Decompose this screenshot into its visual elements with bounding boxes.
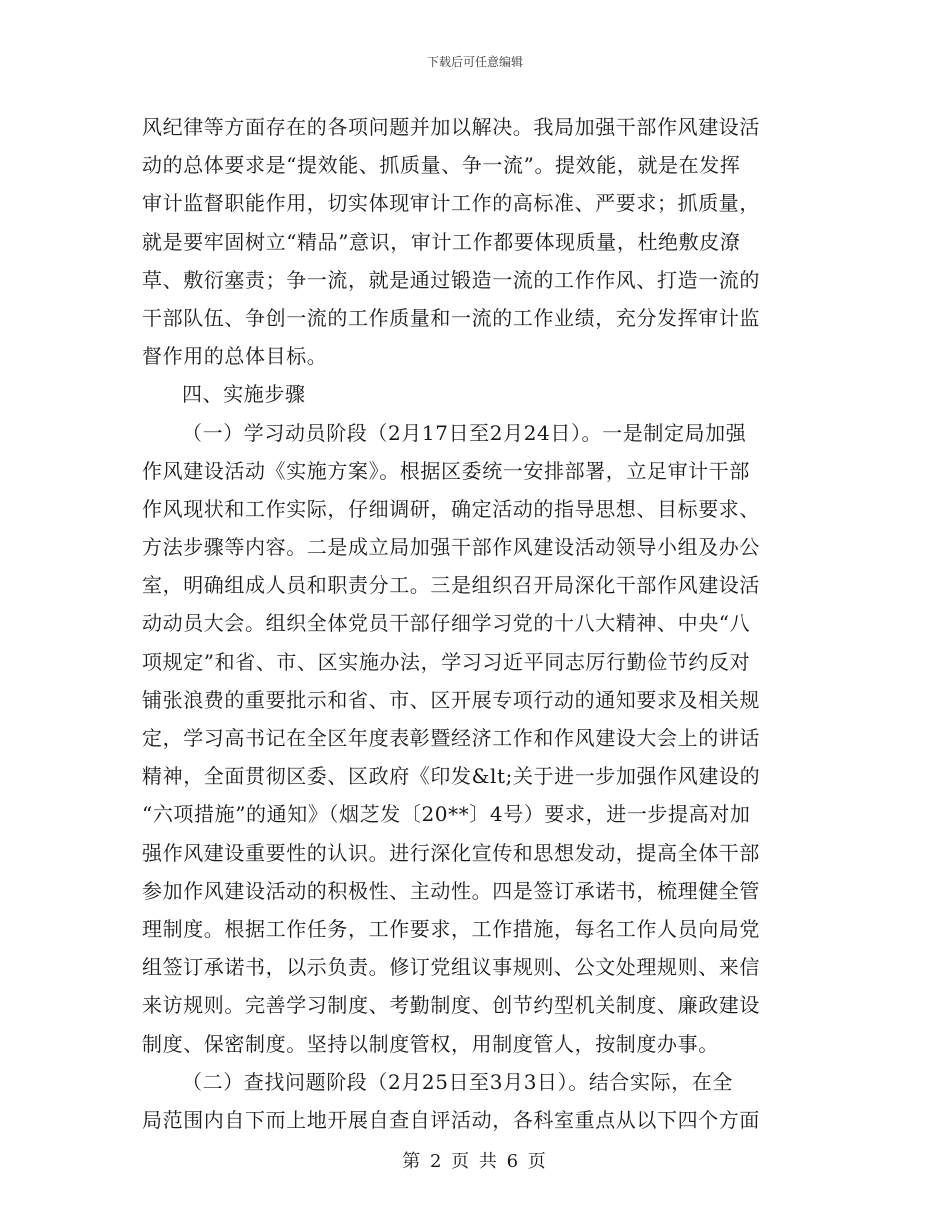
page-number: 第 2 页 共 6 页 — [402, 1151, 548, 1172]
text-line: 室，明确组成人员和职责分工。三是组织召开局深化干部作风建设活 — [142, 573, 760, 598]
text-line: 风纪律等方面存在的各项问题并加以解决。我局加强干部作风建设活 — [142, 115, 760, 139]
page-header-note: 下载后可任意编辑 — [426, 55, 523, 69]
text-line: 动动员大会。组织全体党员干部仔细学习党的十八大精神、中央“八 — [142, 611, 751, 636]
text-line: 方法步骤等内容。二是成立局加强干部作风建设活动领导小组及办公 — [142, 535, 760, 560]
text-line: 草、敷衍塞责；争一流，就是通过锻造一流的工作作风、打造一流的 — [142, 267, 760, 292]
text-line: （二）查找问题阶段（2月25日至3月3日）。结合实际，在全 — [182, 1069, 734, 1094]
text-line: 理制度。根据工作任务，工作要求，工作措施，每名工作人员向局党 — [142, 916, 760, 941]
text-line: 督作用的总体目标。 — [142, 344, 328, 369]
text-line: 精神，全面贯彻区委、区政府《印发&lt;关于进一步加强作风建设的 — [142, 764, 761, 789]
text-line: 作风建设活动《实施方案》。根据区委统一安排部署，立足审计干部 — [142, 458, 750, 483]
document-body — [142, 108, 810, 1139]
text-line: 干部队伍、争创一流的工作质量和一流的工作业绩，充分发挥审计监 — [142, 305, 760, 330]
section-heading: 四、实施步骤 — [182, 382, 306, 407]
text-line: 动的总体要求是“提效能、抓质量、争一流”。提效能，就是在发挥 — [142, 153, 741, 178]
text-line: 来访规则。完善学习制度、考勤制度、创节约型机关制度、廉政建设 — [142, 993, 760, 1018]
text-line: 项规定”和省、市、区实施办法，学习习近平同志厉行勤俭节约反对 — [142, 649, 751, 674]
text-line: 局范围内自下而上地开展自查自评活动，各科室重点从以下四个方面 — [142, 1107, 760, 1132]
text-line: “六项措施”的通知》（烟芝发〔20**〕4号）要求，进一步提高对加 — [142, 802, 751, 827]
text-line: 参加作风建设活动的积极性、主动性。四是签订承诺书，梳理健全管 — [142, 878, 760, 903]
text-line: 审计监督职能作用，切实体现审计工作的高标准、严要求；抓质量， — [142, 191, 760, 216]
text-line: 制度、保密制度。坚持以制度管权，用制度管人，按制度办事。 — [142, 1031, 719, 1056]
text-line: 组签订承诺书，以示负责。修订党组议事规则、公文处理规则、来信 — [142, 955, 760, 980]
text-line: 铺张浪费的重要批示和省、市、区开展专项行动的通知要求及相关规 — [142, 687, 760, 712]
text-line: （一）学习动员阶段（2月17日至2月24日）。一是制定局加强 — [182, 420, 747, 445]
text-line: 就是要牢固树立“精品”意识，审计工作都要体现质量，杜绝敷皮潦 — [142, 229, 741, 254]
text-line: 定，学习高书记在全区年度表彰暨经济工作和作风建设大会上的讲话 — [142, 726, 760, 750]
text-line: 作风现状和工作实际，仔细调研，确定活动的指导思想、目标要求、 — [142, 496, 760, 521]
text-line: 强作风建设重要性的认识。进行深化宣传和思想发动，提高全体干部 — [142, 840, 760, 865]
